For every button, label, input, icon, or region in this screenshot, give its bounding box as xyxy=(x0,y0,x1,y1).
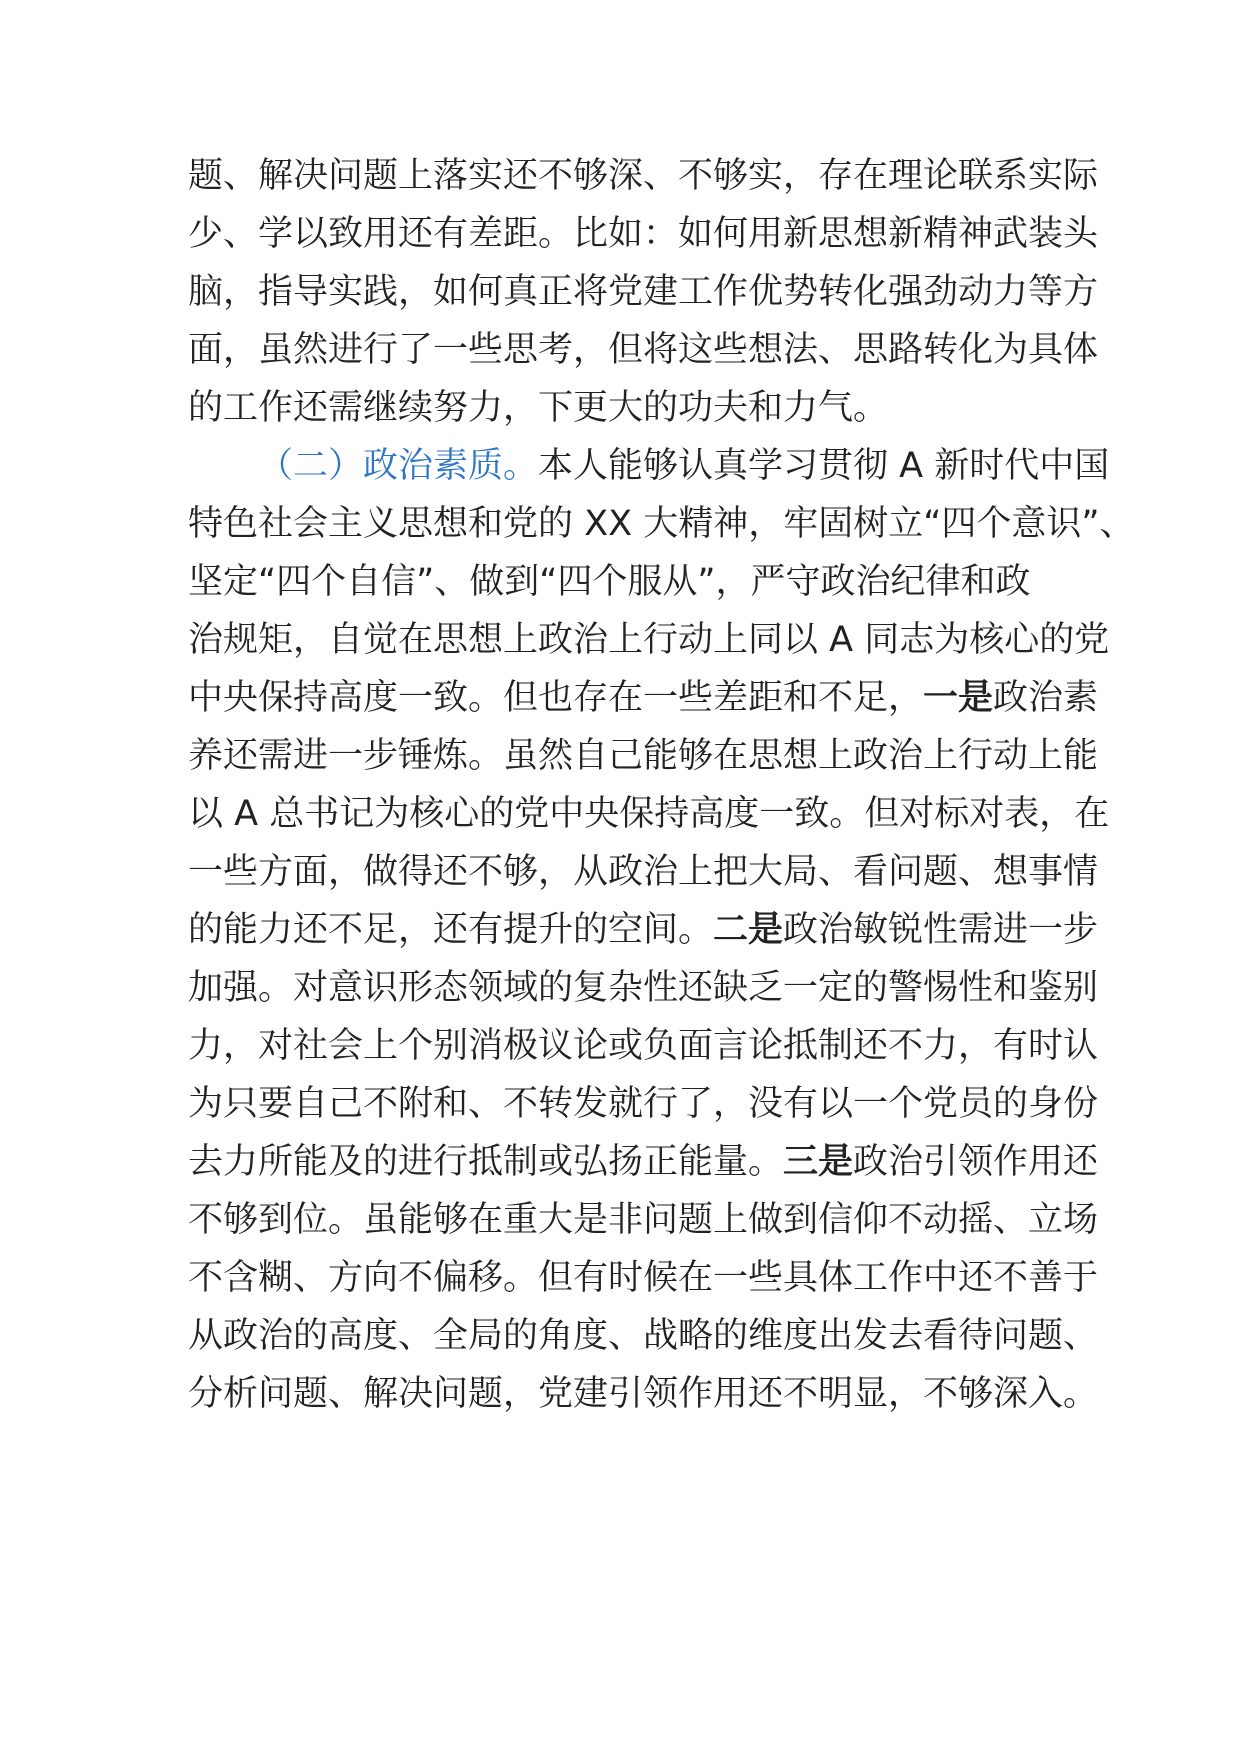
body-text-line: 面，虽然进行了一些思考，但将这些想法、思路转化为具体 xyxy=(188,330,1099,370)
body-text-line: 一些方面，做得还不够，从政治上把大局、看问题、想事情 xyxy=(188,852,1099,892)
bold-marker: 三是 xyxy=(783,1142,854,1182)
body-text-line: 从政治的高度、全局的角度、战略的维度出发去看待问题、 xyxy=(188,1316,1099,1356)
section-heading: （二）政治素质。 xyxy=(258,446,539,486)
body-text-line xyxy=(188,908,1098,952)
section-first-line xyxy=(258,444,1109,488)
body-text-line xyxy=(188,1140,1098,1184)
body-text-line xyxy=(188,676,1098,720)
body-text-line: 为只要自己不附和、不转发就行了，没有以一个党员的身份 xyxy=(188,1084,1099,1124)
body-text-line: 分析问题、解决问题，党建引领作用还不明显，不够深入。 xyxy=(188,1374,1099,1414)
body-text-line: 加强。对意识形态领域的复杂性还缺乏一定的警惕性和鉴别 xyxy=(188,968,1099,1008)
body-text-line: 不够到位。虽能够在重大是非问题上做到信仰不动摇、立场 xyxy=(188,1200,1099,1240)
text-segment: 中央保持高度一致。但也存在一些差距和不足， xyxy=(188,678,924,718)
body-text-line: 坚定“四个自信”、做到“四个服从”，严守政治纪律和政 xyxy=(188,562,1031,602)
body-text-line: 特色社会主义思想和党的 XX 大精神，牢固树立“四个意识”、 xyxy=(188,504,1135,544)
body-text-line: 脑，指导实践，如何真正将党建工作优势转化强劲动力等方 xyxy=(188,272,1099,312)
body-text-line: 以 A 总书记为核心的党中央保持高度一致。但对标对表，在 xyxy=(188,794,1110,834)
body-text-line: 题、解决问题上落实还不够深、不够实，存在理论联系实际 xyxy=(188,156,1099,196)
text-segment: 政治敏锐性需进一步 xyxy=(783,910,1099,950)
section-text: 本人能够认真学习贯彻 A 新时代中国 xyxy=(538,446,1110,486)
body-text-line: 少、学以致用还有差距。比如：如何用新思想新精神武装头 xyxy=(188,214,1099,254)
text-segment: 去力所能及的进行抵制或弘扬正能量。 xyxy=(188,1142,784,1182)
text-segment: 政治素 xyxy=(993,678,1099,718)
body-text-line: 养还需进一步锤炼。虽然自己能够在思想上政治上行动上能 xyxy=(188,736,1099,776)
body-text-line: 力，对社会上个别消极议论或负面言论抵制还不力，有时认 xyxy=(188,1026,1099,1066)
body-text-line: 治规矩，自觉在思想上政治上行动上同以 A 同志为核心的党 xyxy=(188,620,1110,660)
bold-marker: 二是 xyxy=(713,910,784,950)
text-segment: 的能力还不足，还有提升的空间。 xyxy=(188,910,714,950)
bold-marker: 一是 xyxy=(923,678,994,718)
text-segment: 政治引领作用还 xyxy=(853,1142,1099,1182)
body-text-line: 的工作还需继续努力，下更大的功夫和力气。 xyxy=(188,388,889,428)
body-text-line: 不含糊、方向不偏移。但有时候在一些具体工作中还不善于 xyxy=(188,1258,1099,1298)
